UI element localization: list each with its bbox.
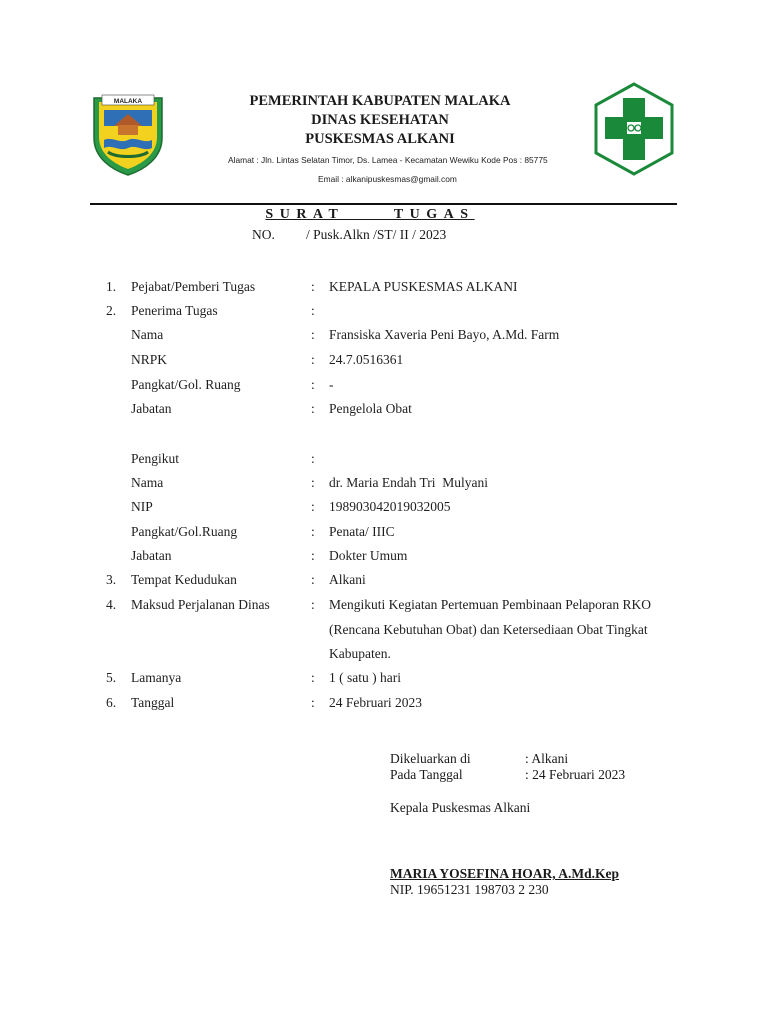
issued-place-label: Dikeluarkan di [390,751,471,766]
item-label: Nama [131,327,164,342]
item-value: - [329,377,334,392]
item-value: dr. Maria Endah Tri Mulyani [329,475,488,490]
item-colon: : [311,475,315,490]
signer-name: MARIA YOSEFINA HOAR, A.Md.Kep [390,866,620,881]
item-value-purpose: Mengikuti Kegiatan Pertemuan Pembinaan Pelaporan RKO (Rencana Kebutuhan Obat) dan Ketersediaan Obat Tingkat Kabupaten. [329,597,652,661]
header-email: Email : alkanipuskesmas@gmail.com [318,174,457,184]
malaka-regency-emblem [90,92,166,176]
item-label: Maksud Perjalanan Dinas [131,597,270,612]
item-value: Pengelola Obat [329,401,412,416]
item-number: 2. [106,303,117,318]
item-colon: : [311,352,315,367]
nomor-label: NO. [252,227,275,242]
item-label: Tanggal [131,695,175,710]
item-colon: : [311,327,315,342]
item-colon: : [311,451,315,466]
item-label: Lamanya [131,670,182,685]
item-value: Fransiska Xaveria Peni Bayo, A.Md. Farm [329,327,560,342]
item-colon: : [311,524,315,539]
item-colon: : [311,377,315,392]
item-value: Penata/ IIIC [329,524,395,539]
item-label: Pangkat/Gol. Ruang [131,377,241,392]
item-colon: : [311,597,315,612]
issued-place-value: : Alkani [525,751,569,766]
item-colon: : [311,499,315,514]
item-label: Pangkat/Gol.Ruang [131,524,238,539]
item-number: 3. [106,572,117,587]
item-colon: : [311,303,315,318]
header-divider [90,203,677,205]
issued-date-label: Pada Tanggal [390,767,463,782]
item-value: KEPALA PUSKESMAS ALKANI [329,279,518,294]
item-label: Jabatan [131,401,172,416]
item-label: NRPK [131,352,168,367]
item-value: 24 Februari 2023 [329,695,422,710]
item-number: 5. [106,670,117,685]
item-value: 24.7.0516361 [329,352,404,367]
header-puskesmas: PUSKESMAS ALKANI [305,131,455,147]
item-colon: : [311,572,315,587]
item-label: Nama [131,475,164,490]
item-number: 6. [106,695,117,710]
item-number: 1. [106,279,117,294]
item-colon: : [311,695,315,710]
item-label: Jabatan [131,548,172,563]
item-number: 4. [106,597,117,612]
item-value: 198903042019032005 [329,499,451,514]
item-label: Tempat Kedudukan [131,572,237,587]
issued-date-value: : 24 Februari 2023 [525,767,626,782]
nomor-value: / Pusk.Alkn /ST/ II / 2023 [306,227,447,242]
puskesmas-logo [593,82,675,176]
item-label: Penerima Tugas [131,303,218,318]
item-label: NIP [131,499,153,514]
item-colon: : [311,401,315,416]
item-colon: : [311,279,315,294]
item-label: Pengikut [131,451,180,466]
item-value: Dokter Umum [329,548,408,563]
item-label: Pejabat/Pemberi Tugas [131,279,256,294]
document-title: SURAT TUGAS [265,207,475,222]
signer-nip: NIP. 19651231 198703 2 230 [390,882,549,897]
header-government: PEMERINTAH KABUPATEN MALAKA [249,93,511,109]
header-address: Alamat : Jln. Lintas Selatan Timor, Ds. Lamea - Kecamatan Wewiku Kode Pos : 85775 [228,155,548,165]
item-colon: : [311,548,315,563]
emblem-label: MALAKA [113,98,143,105]
item-colon: : [311,670,315,685]
signer-position: Kepala Puskesmas Alkani [390,800,531,815]
header-department: DINAS KESEHATAN [311,112,449,128]
item-value: Alkani [329,572,366,587]
item-value: 1 ( satu ) hari [329,670,401,685]
